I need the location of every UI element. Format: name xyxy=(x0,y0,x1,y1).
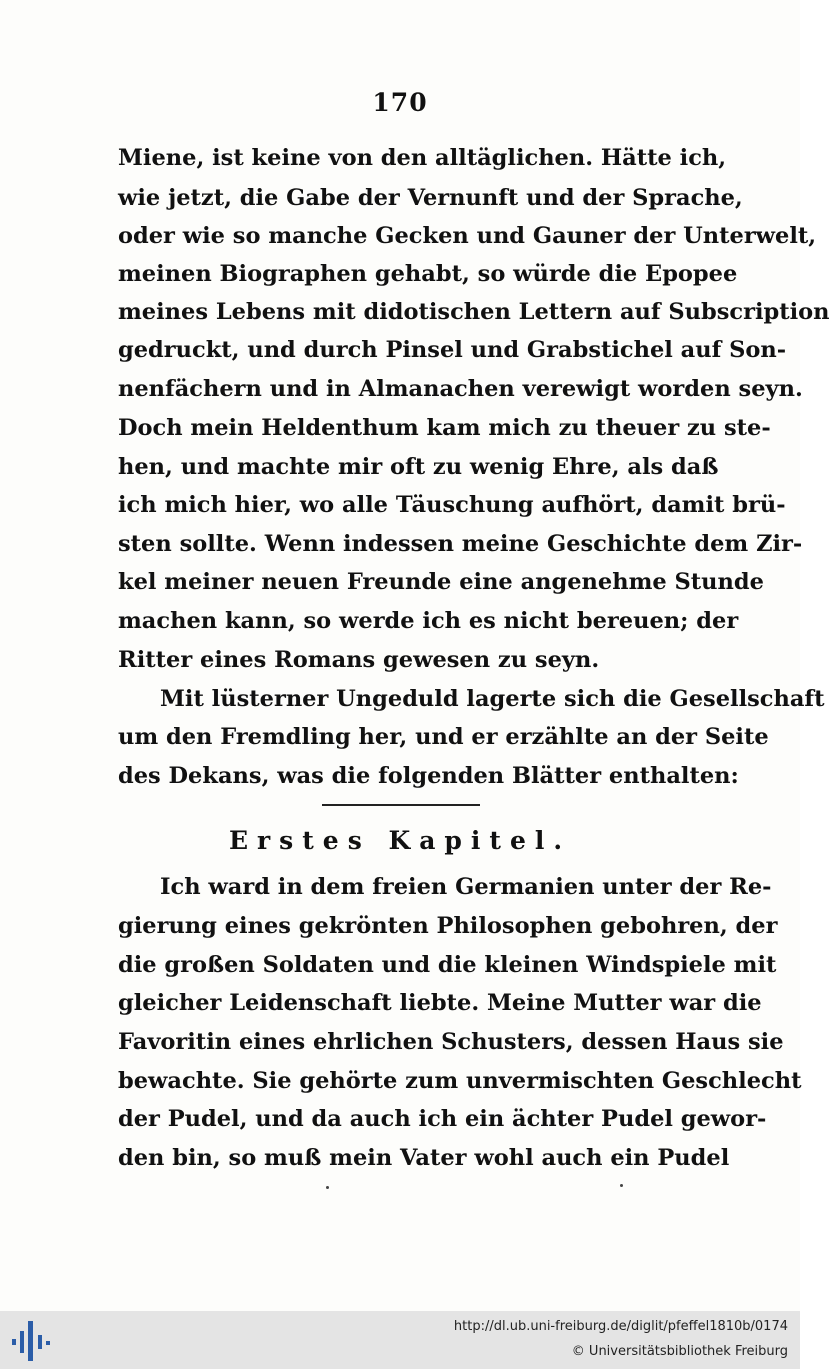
text-line: wie jetzt, die Gabe der Vernunft und der Sprache, xyxy=(118,185,743,211)
text-line: des Dekans, was die folgenden Blätter enthalten: xyxy=(118,763,739,789)
text-line: ich mich hier, wo alle Täuschung aufhört, damit brü- xyxy=(118,492,786,518)
permalink-url[interactable]: http://dl.ub.uni-freiburg.de/diglit/pfeffel1810b/0174 xyxy=(453,1319,788,1334)
text-line: oder wie so manche Gecken und Gauner der Unterwelt, xyxy=(118,223,817,249)
library-logo-icon[interactable] xyxy=(10,1319,52,1363)
text-line: Miene, ist keine von den alltäglichen. Hätte ich, xyxy=(118,145,727,171)
text-line: Doch mein Heldenthum kam mich zu theuer zu ste- xyxy=(118,415,771,441)
text-line: Ich ward in dem freien Germanien unter der Re- xyxy=(160,874,772,900)
text-line: um den Fremdling her, und er erzählte an der Seite xyxy=(118,724,769,750)
text-line: bewachte. Sie gehörte zum unvermischten Geschlecht xyxy=(118,1068,802,1094)
text-line: Ritter eines Romans gewesen zu seyn. xyxy=(118,647,600,673)
copyright-notice: © Universitätsbibliothek Freiburg xyxy=(571,1344,788,1359)
text-line: meinen Biographen gehabt, so würde die Epopee xyxy=(118,261,738,287)
text-line: die großen Soldaten und die kleinen Windspiele mit xyxy=(118,952,777,978)
text-line: nenfächern und in Almanachen verewigt worden seyn. xyxy=(118,376,803,402)
footer-bar xyxy=(0,1311,800,1369)
text-line: der Pudel, und da auch ich ein ächter Pudel gewor- xyxy=(118,1106,767,1132)
page-number: 170 xyxy=(372,88,428,117)
text-line: kel meiner neuen Freunde eine angenehme Stunde xyxy=(118,569,764,595)
text-line: den bin, so muß mein Vater wohl auch ein Pudel xyxy=(118,1145,730,1171)
text-line: hen, und machte mir oft zu wenig Ehre, als daß xyxy=(118,454,719,480)
text-line: Favoritin eines ehrlichen Schusters, dessen Haus sie xyxy=(118,1029,784,1055)
scan-speck xyxy=(326,1186,329,1189)
scan-speck xyxy=(620,1184,623,1187)
chapter-heading: Erstes Kapitel. xyxy=(228,826,572,855)
section-divider xyxy=(322,804,480,806)
text-line: sten sollte. Wenn indessen meine Geschichte dem Zir- xyxy=(118,531,803,557)
text-line: Mit lüsterner Ungeduld lagerte sich die Gesellschaft xyxy=(160,686,825,712)
text-line: gedruckt, und durch Pinsel und Grabstichel auf Son- xyxy=(118,337,787,363)
text-line: gleicher Leidenschaft liebte. Meine Mutter war die xyxy=(118,990,762,1016)
text-line: meines Lebens mit didotischen Lettern auf Subscription xyxy=(118,299,830,325)
text-line: machen kann, so werde ich es nicht bereuen; der xyxy=(118,608,739,634)
text-line: gierung eines gekrönten Philosophen gebohren, der xyxy=(118,913,778,939)
